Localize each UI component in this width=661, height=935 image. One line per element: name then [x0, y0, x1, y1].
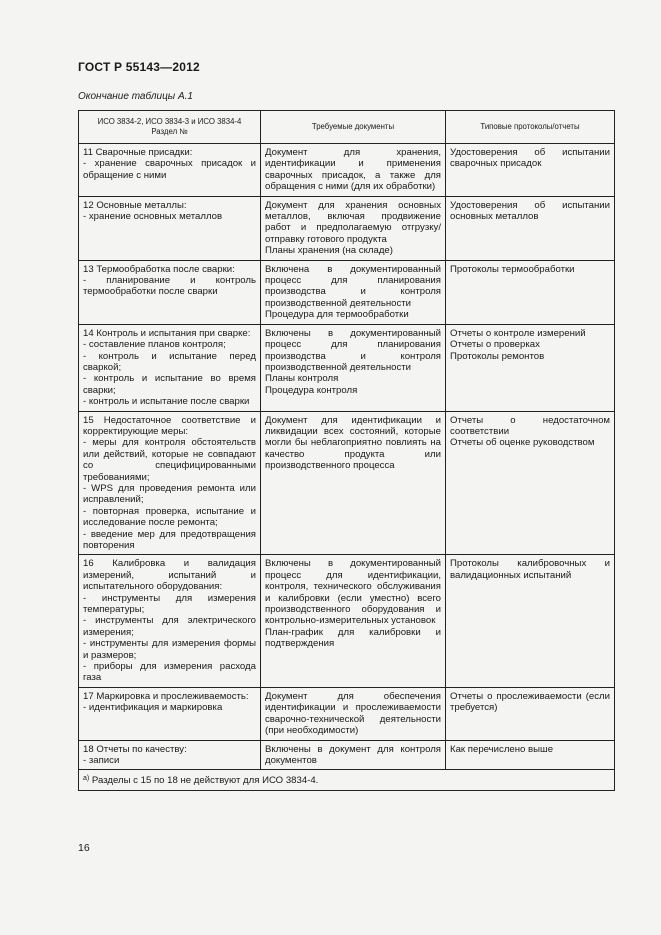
section-cell [79, 260, 261, 324]
cell-text-line: Планы хранения (на складе) [265, 245, 393, 257]
documents-cell [261, 144, 446, 197]
section-cell [79, 740, 261, 770]
cell-text-line: 12 Основные металлы: [83, 199, 187, 211]
cell-text-line: Протоколы калибровочных и валидационных испытаний [450, 558, 610, 581]
cell-text-line: 17 Маркировка и прослеживаемость: [83, 690, 249, 702]
footnote-row [79, 770, 615, 790]
section-cell [79, 411, 261, 555]
table-row [79, 144, 615, 197]
reports-cell [446, 324, 615, 411]
cell-text-line: Отчеты о проверках [450, 339, 540, 351]
column-header-reports [446, 111, 615, 144]
cell-text-line: Отчеты об оценке руководством [450, 437, 595, 449]
documents-cell [261, 260, 446, 324]
reports-cell [446, 740, 615, 770]
cell-text-line: Включены в документированный процесс для планирования производства и контроля производственной деятельности [265, 327, 441, 373]
cell-text-line: - инструменты для электрического измерения; [83, 615, 256, 638]
cell-text-line: - записи [83, 754, 120, 766]
reports-cell [446, 687, 615, 740]
cell-text-line: Отчеты о прослеживаемости (если требуется) [450, 690, 610, 714]
cell-text-line: Удостоверения об испытании основных металлов [450, 199, 610, 223]
reports-cell [446, 555, 615, 687]
document-code: ГОСТ Р 55143—2012 [78, 60, 200, 74]
cell-text-line: 18 Отчеты по качеству: [83, 743, 187, 755]
footnote-marker: а) [83, 775, 90, 783]
table-row [79, 260, 615, 324]
cell-text-line: - WPS для проведения ремонта или исправлений; [83, 482, 256, 506]
cell-text-line: 15 Недостаточное соответствие и корректирующие меры: [83, 414, 256, 437]
cell-text-line: Отчеты о контроле измерений [450, 327, 586, 339]
cell-text-line: Отчеты о недостаточном соответствии [450, 414, 610, 437]
section-cell [79, 555, 261, 687]
cell-text-line: - хранение сварочных присадок и обращение с ними [83, 158, 256, 181]
cell-text-line: Включены в документированный процесс для идентификации, контроля, технического обслуживания и калибровки (если уместно) всего производственного оборудования и контрольно-измерительных установок [265, 558, 441, 627]
requirements-table [78, 110, 615, 791]
cell-text-line: - идентификация и маркировка [83, 702, 223, 714]
cell-text-line: Протоколы ремонтов [450, 350, 545, 362]
documents-cell [261, 196, 446, 260]
column-header-documents [261, 111, 446, 144]
cell-text-line: 14 Контроль и испытания при сварке: [83, 327, 251, 339]
footnote-text: Разделы с 15 по 18 не действуют для ИСО 3834-4. [91, 775, 319, 787]
column-header-line: ИСО 3834-2, ИСО 3834-3 и ИСО 3834-4 [97, 117, 242, 126]
reports-cell [446, 411, 615, 555]
cell-text-line: Документ для идентификации и ликвидации всех состояний, которые могли бы неблагоприятно повлиять на качество продукта или производственного процесса [265, 414, 441, 472]
cell-text-line: Как перечислено выше [450, 743, 554, 755]
cell-text-line: - контроль и испытание во время сварки; [83, 373, 256, 396]
column-header-line: Типовые протоколы/отчеты [480, 122, 580, 131]
documents-cell [261, 555, 446, 687]
column-header-line: Раздел № [151, 127, 188, 136]
documents-cell [261, 740, 446, 770]
cell-text-line: Протоколы термообработки [450, 263, 575, 275]
section-cell [79, 196, 261, 260]
documents-cell [261, 687, 446, 740]
page-number: 16 [78, 842, 90, 854]
cell-text-line: - контроль и испытание после сварки [83, 396, 250, 408]
cell-text-line: Документ для хранения, идентификации и применения сварочных присадок, а также для обращения с ними (для их обработки) [265, 147, 441, 193]
section-cell [79, 687, 261, 740]
reports-cell [446, 260, 615, 324]
footnote-cell [79, 770, 615, 790]
cell-text-line: - меры для контроля обстоятельств или действий, которые не совпадают со специфицированными требованиями; [83, 437, 256, 483]
cell-text-line: 11 Сварочные присадки: [83, 147, 193, 158]
column-header-line: Требуемые документы [311, 122, 395, 131]
cell-text-line: Планы контроля [265, 373, 339, 385]
table-row [79, 555, 615, 687]
cell-text-line: - составление планов контроля; [83, 339, 226, 351]
cell-text-line: - инструменты для измерения формы и размеров; [83, 638, 256, 661]
cell-text-line: - инструменты для измерения температуры; [83, 592, 256, 616]
column-header-section [79, 111, 261, 144]
cell-text-line: Процедура контроля [265, 384, 358, 396]
table-row [79, 411, 615, 555]
table-row [79, 687, 615, 740]
cell-text-line: - контроль и испытание перед сваркой; [83, 350, 256, 373]
table-header-row [79, 111, 615, 144]
cell-text-line: Документ для обеспечения идентификации и прослеживаемости сварочно-технической деятельности (при необходимости) [265, 690, 441, 737]
cell-text-line: Включена в документированный процесс для планирования производства и контроля производственной деятельности [265, 263, 441, 309]
cell-text-line: Документ для хранения основных металлов, включая продвижение работ и предполагаемую отгрузку/отправку готового продукта [265, 199, 441, 245]
cell-text-line: - планирование и контроль термообработки после сварки [83, 275, 256, 298]
cell-text-line: - хранение основных металлов [83, 211, 223, 223]
cell-text-line: Включены в документ для контроля документов [265, 743, 441, 766]
documents-cell [261, 411, 446, 555]
cell-text-line: Процедура для термообработки [265, 309, 409, 321]
cell-text-line: Удостоверения об испытании сварочных присадок [450, 147, 610, 170]
table-row [79, 324, 615, 411]
section-cell [79, 324, 261, 411]
cell-text-line: - приборы для измерения расхода газа [83, 661, 256, 684]
reports-cell [446, 196, 615, 260]
cell-text-line: 16 Калибровка и валидация измерений, испытаний и испытательного оборудования: [83, 558, 256, 593]
section-cell [79, 144, 261, 197]
table-caption: Окончание таблицы А.1 [78, 91, 193, 102]
cell-text-line: - повторная проверка, испытание и исследование после ремонта; [83, 505, 256, 529]
table-row [79, 196, 615, 260]
cell-text-line: План-график для калибровки и подтверждения [265, 626, 441, 650]
cell-text-line: - введение мер для предотвращения повторения [83, 528, 256, 551]
cell-text-line: 13 Термообработка после сварки: [83, 263, 235, 275]
reports-cell [446, 144, 615, 197]
documents-cell [261, 324, 446, 411]
table-row [79, 740, 615, 770]
